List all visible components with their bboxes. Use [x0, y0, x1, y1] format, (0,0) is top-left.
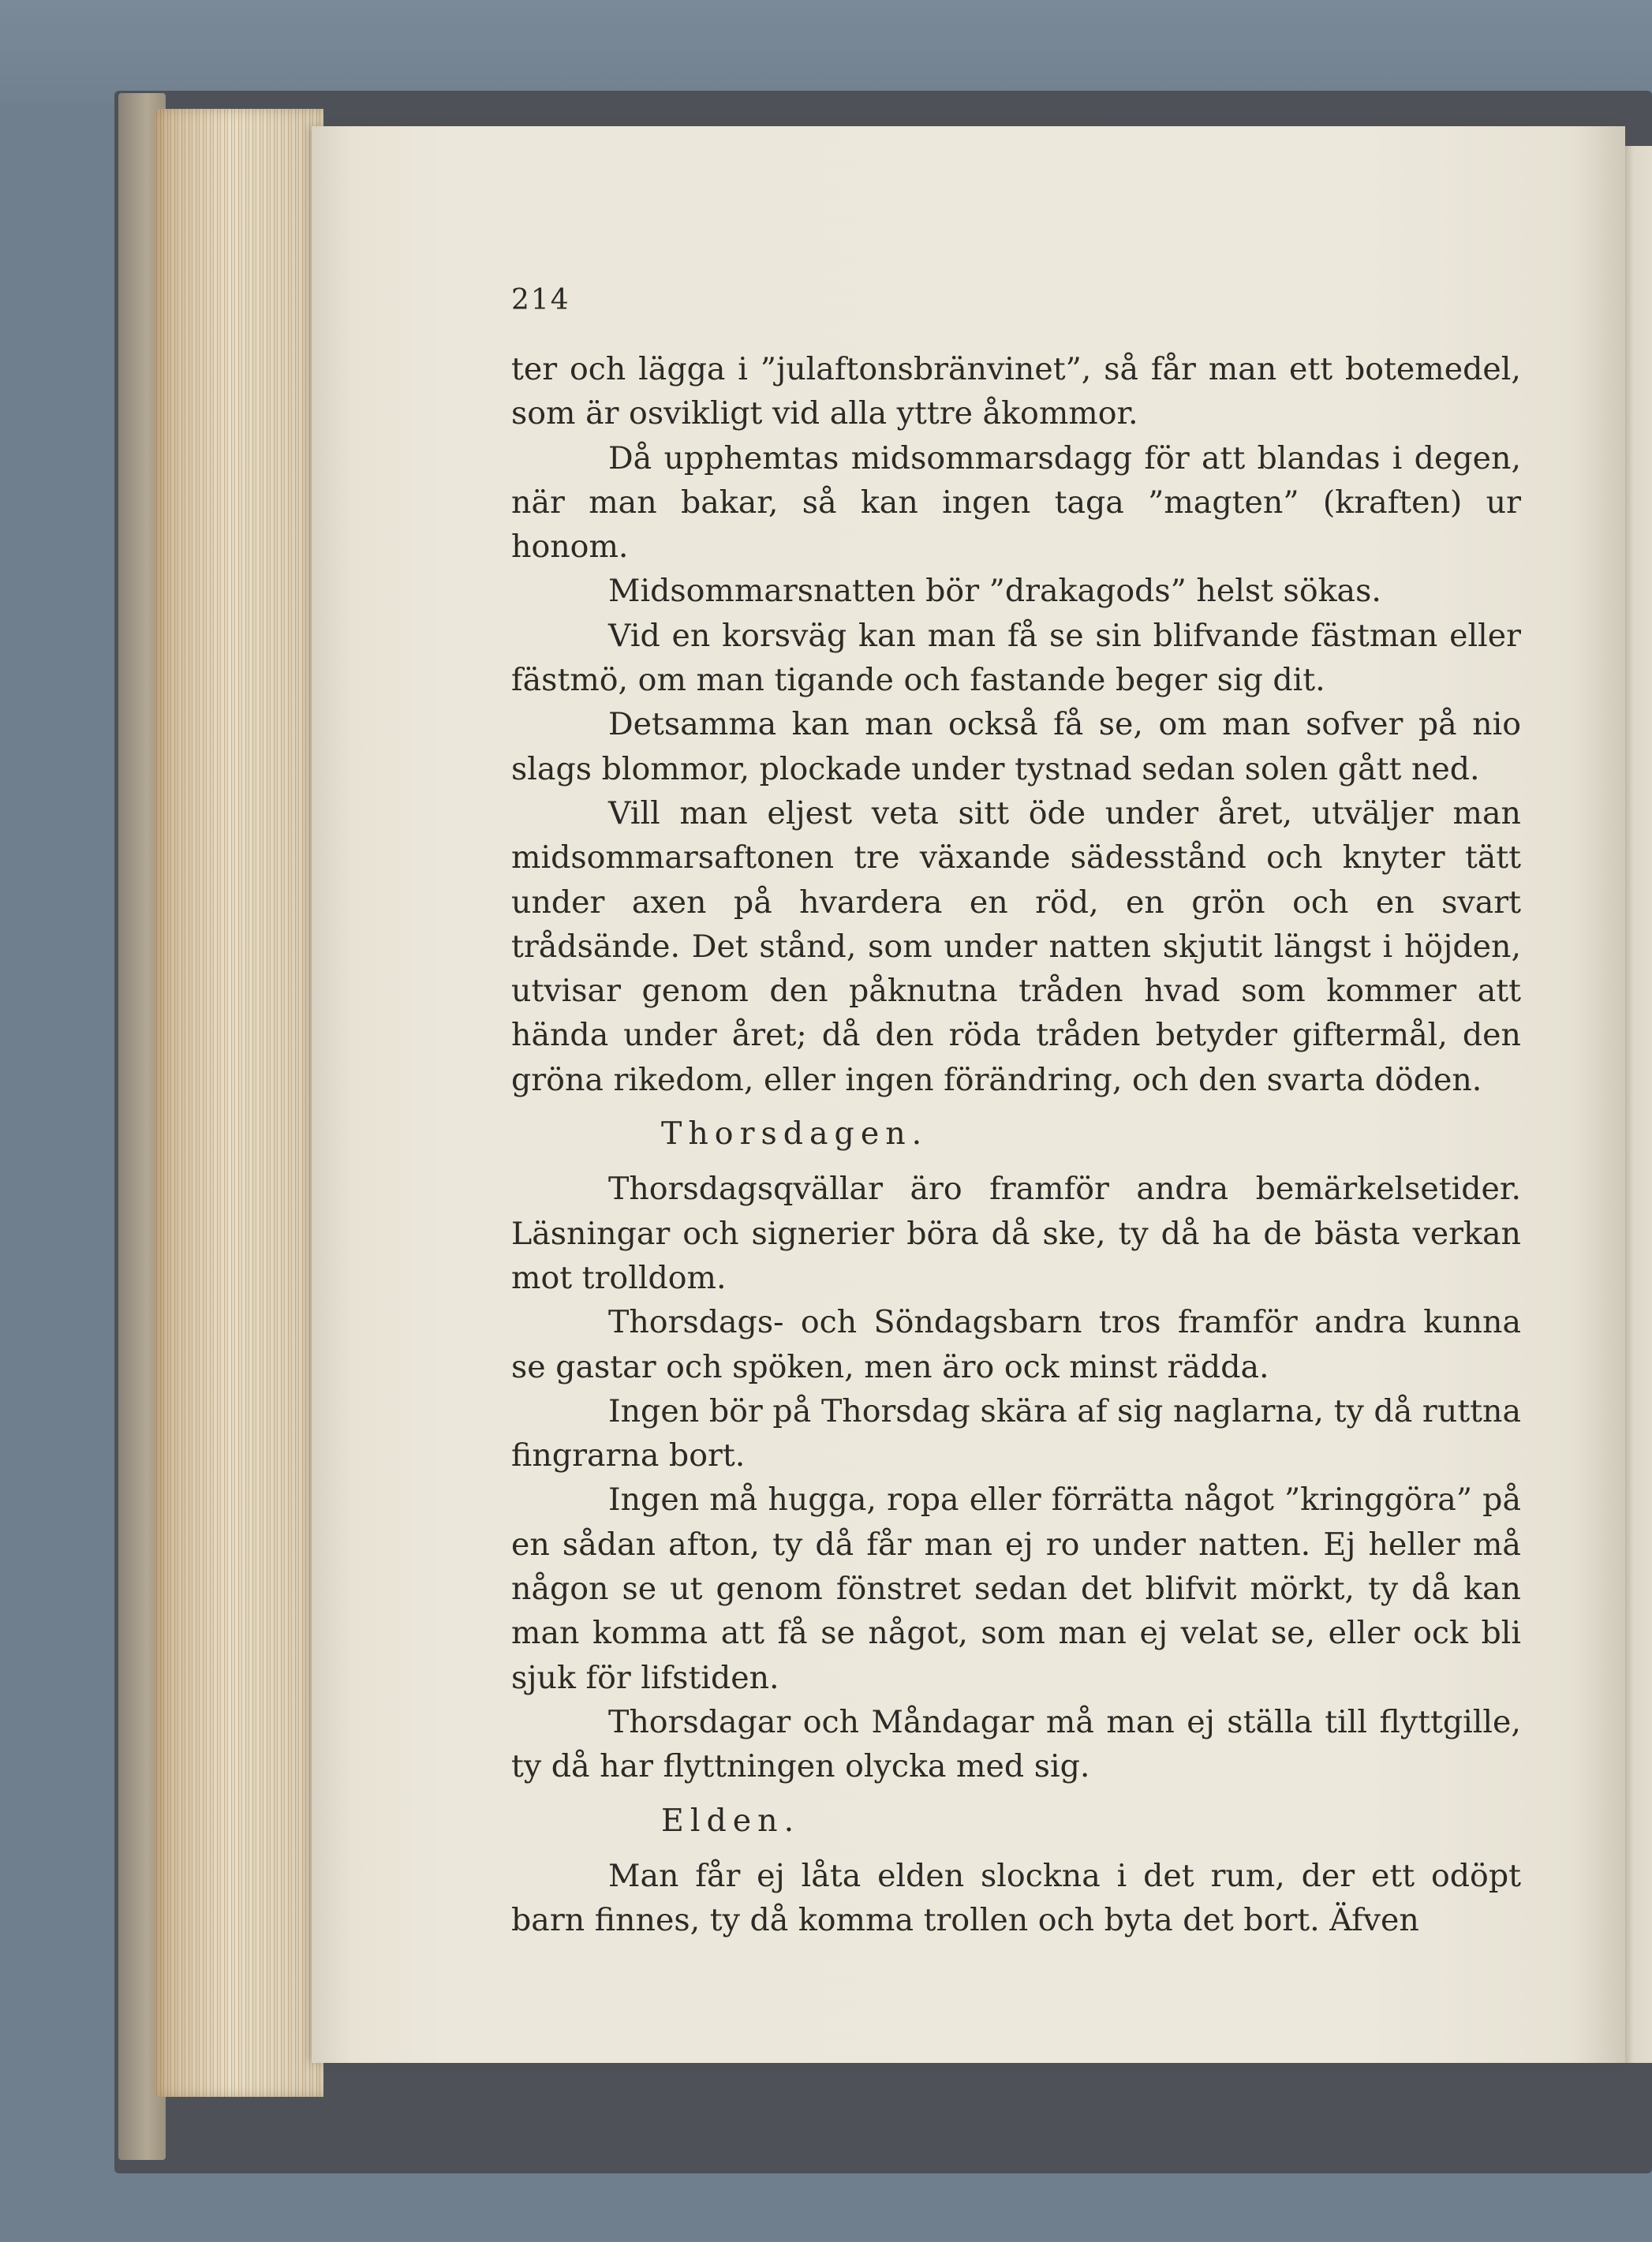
scanner-background — [0, 0, 1652, 103]
paragraph: Vid en korsväg kan man få se sin blifvande fästman eller fästmö, om man tigande och fastande beger sig dit. — [511, 617, 1521, 699]
paragraph: Då upphemtas midsommarsdagg för att blandas i degen, när man bakar, så kan ingen taga ”magten” (kraften) ur honom. — [511, 439, 1521, 566]
paragraph: Ingen må hugga, ropa eller förrätta något ”kringgöra” på en sådan afton, ty då får man ej ro under natten. Ej heller må någon se ut genom fönstret sedan det blifvit mörkt, ty då kan man komma att få se något, som man ej velat se, eller ock bli sjuk för lifstiden. — [511, 1482, 1521, 1696]
body-text — [511, 347, 1521, 1942]
paragraph: Thorsdags- och Söndagsbarn tros framför andra kunna se gastar och spöken, men äro ock minst rädda. — [511, 1304, 1521, 1385]
page-number: 214 — [511, 284, 570, 316]
paragraph: Detsamma kan man också få se, om man sofver på nio slags blommor, plockade under tystnad sedan solen gått ned. — [511, 706, 1521, 787]
paragraph: ter och lägga i ”julaftonsbränvinet”, så får man ett botemedel, som är osvikligt vid alla yttre åkommor. — [511, 351, 1521, 432]
paragraph: Vill man eljest veta sitt öde under året, utväljer man midsommarsaftonen tre växande sädesstånd och knyter tätt under axen på hvardera en röd, en grön och en svart trådsände. Det stånd, som under natten skjutit längst i höjden, utvisar genom den påknutna tråden hvad som kommer att hända under året; då den röda tråden betyder giftermål, den gröna rikedom, eller ingen förändring, och den svarta döden. — [511, 794, 1521, 1098]
paragraph: Ingen bör på Thorsdag skära af sig naglarna, ty då ruttna fingrarna bort. — [511, 1392, 1521, 1474]
paragraph: Thorsdagsqvällar äro framför andra bemärkelsetider. Läsningar och signerier böra då ske, ty då ha de bästa verkan mot trolldom. — [511, 1171, 1521, 1296]
paragraph: Midsommarsnatten bör ”drakagods” helst sökas. — [608, 573, 1381, 610]
facing-page-edge — [1621, 146, 1652, 2063]
section-heading-elden: Elden. — [661, 1802, 801, 1839]
paragraph: Thorsdagar och Måndagar må man ej ställa till flyttgille, ty då har flyttningen olycka med sig. — [511, 1703, 1521, 1785]
paragraph: Man får ej låta elden slockna i det rum, der ett odöpt barn finnes, ty då komma trollen och byta det bort. Äfven — [511, 1857, 1521, 1939]
section-heading-thorsdagen: Thorsdagen. — [661, 1115, 929, 1153]
